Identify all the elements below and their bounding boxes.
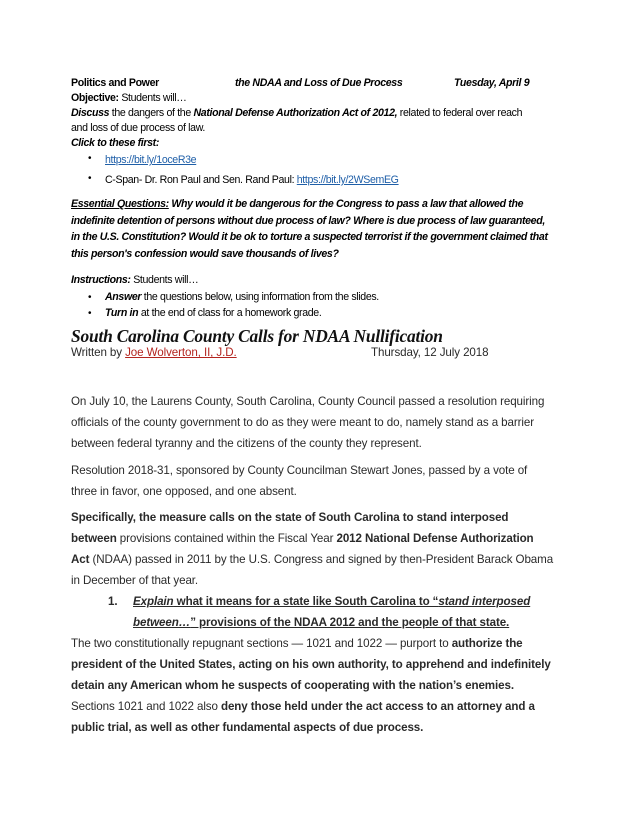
list-item: • Answer the questions below, using information from the slides. [71, 290, 591, 306]
lesson-topic: the NDAA and Loss of Due Process [235, 77, 403, 89]
list-item: • Turn in at the end of class for a homework grade. [71, 306, 591, 321]
list-item: • C-Span- Dr. Ron Paul and Sen. Rand Paul: https://bit.ly/2WSemEG [71, 171, 591, 188]
objective-line [71, 91, 187, 106]
click-first-heading: Click to these first: [71, 137, 160, 149]
discuss-block: Discuss the dangers of the National Defense Authorization Act of 2012, related to federal over reach and loss of due process of law. [71, 107, 523, 134]
paragraph-1: On July 10, the Laurens County, South Carolina, County Council passed a resolution requiring officials of the county government to do as they were meant to do, namely stand as a barrier between federal tyranny and the citizens of the county they represent. [71, 395, 545, 450]
list-item [71, 151, 591, 171]
author-link[interactable]: Joe Wolverton, II, J.D. [125, 346, 237, 359]
paragraph-2: Resolution 2018-31, sponsored by County Councilman Stewart Jones, passed by a vote of three in favor, one opposed, and one absent. [71, 464, 528, 498]
link-2[interactable]: https://bit.ly/2WSemEG [296, 174, 399, 186]
paragraph-4: The two constitutionally repugnant sections — 1021 and 1022 — purport to authorize the president of the United States, acting on his own authority, to apprehend and indefinitely detain any American whom he suspects of cooperating with the nation’s enemies. Sections 1021 and 1022 also deny those held under the act access to an attorney and a public trial, as well as other fundamental aspects of due process. [71, 637, 551, 734]
instructions-list [71, 290, 591, 321]
article-title: South Carolina County Calls for NDAA Nullification [71, 326, 443, 346]
explain-verb: Explain [133, 595, 174, 608]
essential-questions: Essential Questions: Why would it be dangerous for the Congress to pass a law that allowed the indefinite detention of persons without due process of law? Where is due process of law guaranteed, in the U.S. Constitution? Would it be ok to torture a suspected terrorist if the government claimed that this person's confession would save thousands of lives? [71, 198, 548, 260]
link-1[interactable]: https://bit.ly/1oceR3e [105, 154, 197, 166]
article-date: Thursday, 12 July 2018 [371, 346, 489, 359]
discuss-verb: Discuss [71, 107, 110, 119]
byline: Written by Joe Wolverton, II, J.D. [71, 346, 237, 359]
instructions-line: Instructions: Students will… [71, 274, 199, 286]
links-list [71, 151, 591, 188]
essential-label: Essential Questions: [71, 198, 169, 210]
act-name: National Defense Authorization Act of 2012, [193, 107, 398, 119]
objective-label: Objective: [71, 92, 119, 104]
question-number: 1. [108, 595, 118, 608]
course-name: Politics and Power [71, 77, 159, 89]
objective-text: Students will… [118, 92, 187, 104]
instructions-label: Instructions: [71, 274, 131, 286]
paragraph-3: Specifically, the measure calls on the state of South Carolina to stand interposed between provisions contained within the Fiscal Year 2012 National Defense Authorization Act (NDAA) passed in 2011 by the U.S. Congress and signed by then-President Barack Obama in December of that year. [71, 511, 554, 587]
question-1: 1. Explain what it means for a state like South Carolina to “stand interposed between…” provisions of the NDAA 2012 and the people of that state. [0, 591, 638, 637]
lesson-date: Tuesday, April 9 [454, 77, 530, 89]
